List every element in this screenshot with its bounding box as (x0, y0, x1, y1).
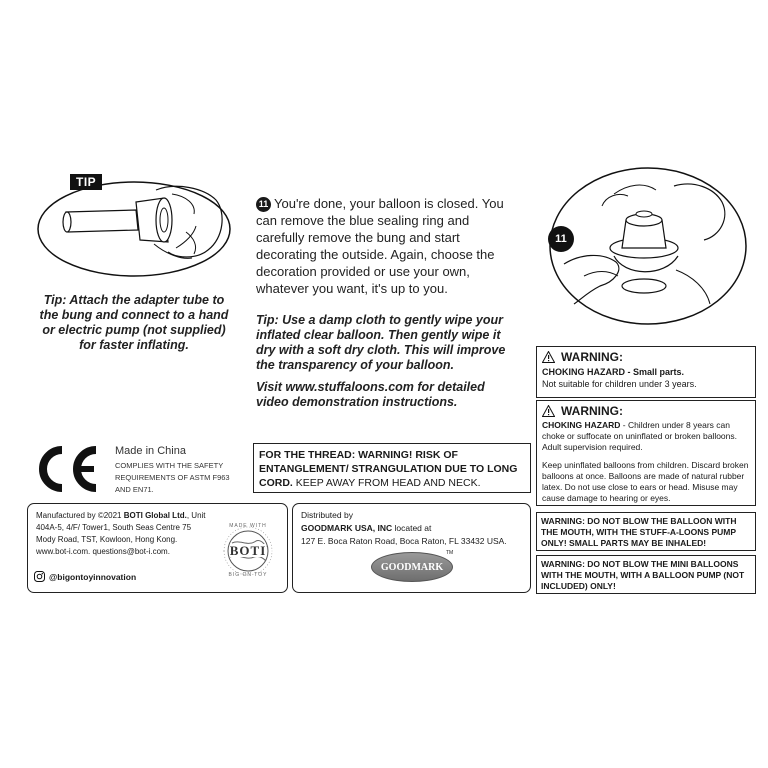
warning-3-text: WARNING: DO NOT BLOW THE BALLOON WITH THE MOUTH, WITH THE STUFF-A-LOONS PUMP ONLY! SMALL PARTS MAY BE INHALED! (541, 516, 737, 548)
warning-title: WARNING: (561, 404, 623, 418)
step-11-body: You're done, your balloon is closed. You can remove the blue sealing ring and carefully remove the bung and start decorating the outside. Again, choose the decoration provided or use your own, whatever you want, it's up to you. (256, 196, 504, 296)
warning-4-text: WARNING: DO NOT BLOW THE MINI BALLOONS WITH THE MOUTH, WITH A BALLOON PUMP (NOT INCLUDED) ONLY! (541, 559, 745, 591)
warning-2-latex-text: Keep uninflated balloons from children. Discard broken balloons at once. Balloons are made of natural rubber latex. Do not use close to ears or head. Misuse may cause damage to hearing or eyes. (542, 460, 749, 503)
boti-ring-bottom: BIG ON TOY (228, 572, 268, 578)
distributor-label: Distributed by (301, 510, 353, 520)
goodmark-logo-text: GOODMARK (380, 561, 444, 573)
compliance-text: COMPLIES WITH THE SAFETY REQUIREMENTS OF ASTM F963 AND EN71. (115, 461, 230, 494)
visit-website-text: Visit www.stuffaloons.com for detailed video demonstration instructions. (256, 380, 485, 409)
distributor-address: 127 E. Boca Raton Road, Boca Raton, FL 33432 USA. (301, 536, 507, 546)
warning-box-small-parts (536, 346, 756, 398)
thread-warning-rest: KEEP AWAY FROM HEAD AND NECK. (292, 477, 481, 489)
warning-2-text (542, 420, 750, 453)
thread-warning-box (253, 443, 531, 493)
thread-warning-bold: FOR THE THREAD: WARNING! RISK OF ENTANGLEMENT/ STRANGULATION DUE TO LONG CORD. (259, 449, 518, 489)
step-11-illustration (544, 166, 748, 326)
boti-ring-top: MADE WITH (229, 523, 267, 529)
made-in-china: Made in China (115, 445, 186, 457)
distributor-located: located at (392, 523, 432, 533)
boti-logo (218, 521, 278, 581)
boti-logo-text: BOTI (229, 543, 267, 558)
distributor-company: GOODMARK USA, INC (301, 523, 393, 533)
manufacturer-text (36, 510, 212, 558)
step-11-badge-number: 11 (555, 233, 567, 245)
manufacturer-address: , Unit 404A-5, 4/F/ Tower1, South Seas Centre 75 Mody Road, TST, Kowloon, Hong Kong. www.bot-i.com. questions@bot-i.com. (36, 511, 206, 556)
tip-badge: TIP (70, 174, 102, 190)
ce-mark (34, 444, 100, 494)
warning-box-mini-balloons (536, 555, 756, 594)
distributor-box (292, 503, 531, 593)
warning-title: WARNING: (561, 350, 623, 364)
warning-title-row (542, 404, 750, 418)
warning-title-row (542, 350, 750, 364)
choking-hazard-label: CHOKING HAZARD (542, 420, 621, 430)
goodmark-logo (371, 552, 453, 582)
distributor-company-line (301, 523, 431, 533)
cleaning-tip: Tip: Use a damp cloth to gently wipe your inflated clear balloon. Then gently wipe it dry with a soft dry cloth. This will improve the transparency of your balloon. (256, 313, 506, 372)
age-warning-text: Not suitable for children under 3 years. (542, 379, 697, 389)
choking-hazard-label: CHOKING HAZARD - Small parts. (542, 367, 685, 377)
ce-mark-icon (34, 444, 100, 494)
step-11-badge (548, 226, 574, 252)
warning-box-mouth (536, 512, 756, 551)
manufacturer-prefix: Manufactured by ©2021 (36, 511, 124, 520)
balloon-closing-illustration (544, 166, 748, 326)
tip-text: Tip: Attach the adapter tube to the bung and connect to a hand or electric pump (not supplied) for faster inflating. (39, 293, 229, 352)
instagram-handle (34, 571, 136, 582)
step-11-text (256, 195, 518, 297)
instagram-icon (34, 571, 45, 582)
manufacturer-company: BOTI Global Ltd. (123, 511, 187, 520)
warning-triangle-icon (542, 351, 555, 363)
warning-2-body: - Children under 8 years can choke or suffocate on uninflated or broken balloons. Adult supervision required. (542, 420, 738, 452)
adapter-tube-illustration (36, 180, 232, 278)
instagram-handle-text[interactable]: @bigontoyinnovation (49, 571, 137, 582)
warning-triangle-icon (542, 405, 555, 417)
step-number-badge: 11 (256, 197, 271, 212)
manufacturer-box (27, 503, 288, 593)
trademark-symbol: TM (446, 550, 454, 556)
warning-box-balloons (536, 400, 756, 506)
tip-illustration (36, 175, 232, 278)
